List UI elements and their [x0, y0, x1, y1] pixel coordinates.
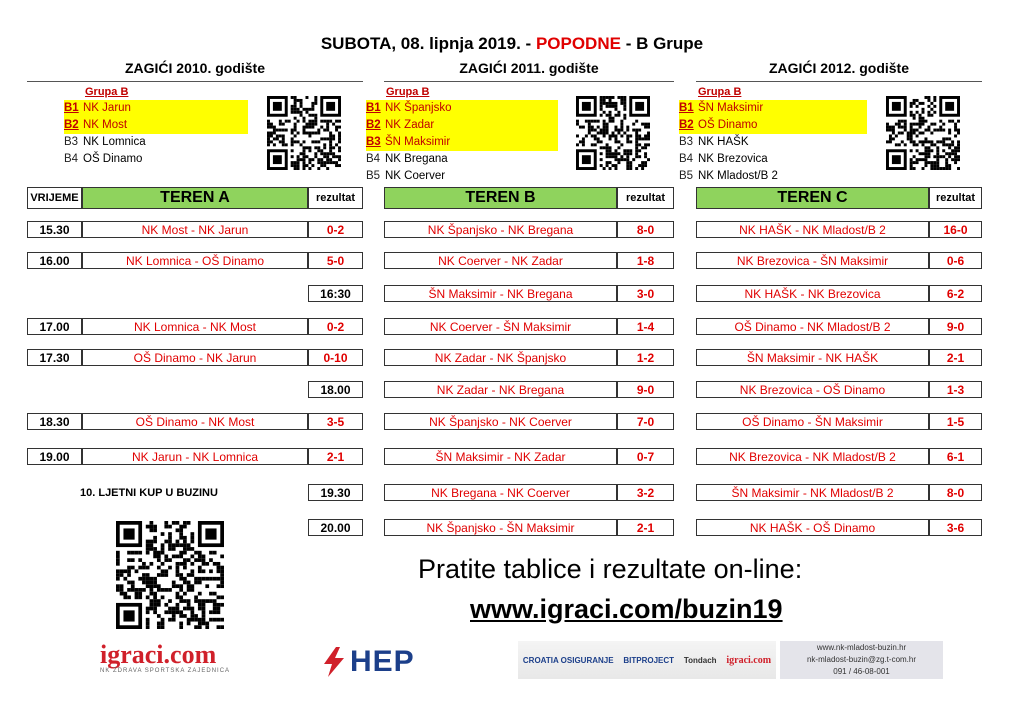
header-vrijeme: VRIJEME	[27, 187, 82, 209]
column-2010	[27, 60, 363, 192]
team-b5: B5 NK Coerver	[366, 170, 446, 182]
igraci-logo: igraci.com	[100, 640, 217, 669]
match-c-cell: NK HAŠK - OŠ Dinamo	[696, 519, 929, 536]
header-rezultat-c: rezultat	[929, 187, 982, 209]
match-b-cell: NK Zadar - NK Španjsko	[384, 349, 617, 366]
score-c-cell: 3-6	[929, 519, 982, 536]
match-c-cell: NK Brezovica - OŠ Dinamo	[696, 381, 929, 398]
time-cell: 20.00	[308, 519, 363, 536]
sponsor-strip	[518, 641, 776, 679]
column-heading: ZAGIĆI 2012. godište	[696, 60, 982, 82]
score-c-cell: 6-1	[929, 448, 982, 465]
group-box	[366, 82, 674, 192]
score-c-cell: 0-6	[929, 252, 982, 269]
hep-logo: HEP	[322, 645, 415, 679]
column-2012	[679, 60, 982, 192]
group-title: Grupa B	[698, 86, 742, 98]
time-cell: 15.30	[27, 221, 82, 238]
header-rezultat-a: rezultat	[308, 187, 363, 209]
qr-code-large-icon	[100, 521, 240, 629]
match-b-cell: NK Bregana - NK Coerver	[384, 484, 617, 501]
sponsor-igraci: igraci.com	[726, 654, 772, 666]
score-c-cell: 8-0	[929, 484, 982, 501]
contact-email[interactable]: nk-mladost-buzin@zg.t-com.hr	[806, 655, 917, 664]
header-teren-c: TEREN C	[696, 187, 929, 209]
contact-website[interactable]: www.nk-mladost-buzin.hr	[816, 643, 907, 652]
team-b1: B1 NK Jarun	[64, 100, 248, 117]
score-b-cell: 8-0	[617, 221, 674, 238]
team-b2: B2 NK Zadar	[366, 117, 558, 134]
score-b-cell: 3-0	[617, 285, 674, 302]
score-c-cell: 1-5	[929, 413, 982, 430]
match-a-cell: NK Lomnica - NK Most	[82, 318, 308, 335]
score-c-cell: 2-1	[929, 349, 982, 366]
group-box	[27, 82, 363, 192]
score-a-cell: 0-2	[308, 221, 363, 238]
match-c-cell: ŠN Maksimir - NK HAŠK	[696, 349, 929, 366]
contact-box	[780, 641, 943, 679]
score-b-cell: 9-0	[617, 381, 674, 398]
score-a-cell: 0-2	[308, 318, 363, 335]
match-a-cell: NK Jarun - NK Lomnica	[82, 448, 308, 465]
match-b-cell: NK Španjsko - ŠN Maksimir	[384, 519, 617, 536]
time-cell: 18.00	[308, 381, 363, 398]
score-a-cell: 5-0	[308, 252, 363, 269]
group-title: Grupa B	[85, 86, 129, 98]
group-title: Grupa B	[386, 86, 430, 98]
match-a-cell: NK Lomnica - OŠ Dinamo	[82, 252, 308, 269]
match-c-cell: OŠ Dinamo - NK Mladost/B 2	[696, 318, 929, 335]
title-group: - B Grupe	[620, 34, 704, 53]
score-c-cell: 6-2	[929, 285, 982, 302]
promo-link[interactable]: www.igraci.com/buzin19	[470, 594, 783, 624]
team-b5: B5 NK Mladost/B 2	[679, 170, 778, 182]
time-cell: 16.00	[27, 252, 82, 269]
sponsor-bitproject: BITPROJECT	[623, 655, 675, 665]
score-a-cell: 2-1	[308, 448, 363, 465]
promo-text: Pratite tablice i rezultate on-line:	[418, 554, 803, 584]
time-cell: 19.00	[27, 448, 82, 465]
score-a-cell: 3-5	[308, 413, 363, 430]
score-b-cell: 7-0	[617, 413, 674, 430]
score-b-cell: 0-7	[617, 448, 674, 465]
match-c-cell: OŠ Dinamo - ŠN Maksimir	[696, 413, 929, 430]
time-cell: 17.30	[27, 349, 82, 366]
time-cell: 18.30	[27, 413, 82, 430]
score-b-cell: 1-4	[617, 318, 674, 335]
match-b-cell: ŠN Maksimir - NK Bregana	[384, 285, 617, 302]
page-title	[0, 34, 1024, 54]
time-cell: 16:30	[308, 285, 363, 302]
team-b4: B4 NK Brezovica	[679, 153, 768, 165]
match-b-cell: NK Španjsko - NK Bregana	[384, 221, 617, 238]
match-b-cell: NK Španjsko - NK Coerver	[384, 413, 617, 430]
header-teren-a: TEREN A	[82, 187, 308, 209]
match-b-cell: ŠN Maksimir - NK Zadar	[384, 448, 617, 465]
match-c-cell: ŠN Maksimir - NK Mladost/B 2	[696, 484, 929, 501]
match-b-cell: NK Coerver - NK Zadar	[384, 252, 617, 269]
column-heading: ZAGIĆI 2010. godište	[27, 60, 363, 82]
igraci-tagline: NK ZDRAVA SPORTSKA ZAJEDNICA	[100, 668, 231, 674]
contact-phone: 091 / 46-08-001	[833, 667, 890, 676]
team-b1: B1 NK Španjsko	[366, 100, 558, 117]
match-b-cell: NK Zadar - NK Bregana	[384, 381, 617, 398]
title-session: POPODNE	[535, 34, 621, 53]
team-b2: B2 NK Most	[64, 117, 248, 134]
team-b2: B2 OŠ Dinamo	[679, 117, 867, 134]
time-cell: 19.30	[308, 484, 363, 501]
match-a-cell: NK Most - NK Jarun	[82, 221, 308, 238]
score-a-cell: 0-10	[308, 349, 363, 366]
sponsor-tondach: Tondach	[683, 655, 717, 665]
score-b-cell: 1-2	[617, 349, 674, 366]
lightning-icon	[322, 647, 346, 677]
team-b3: B3 NK Lomnica	[64, 136, 146, 148]
qr-code-icon	[570, 96, 656, 170]
match-c-cell: NK HAŠK - NK Mladost/B 2	[696, 221, 929, 238]
column-heading: ZAGIĆI 2011. godište	[384, 60, 674, 82]
header-rezultat-b: rezultat	[617, 187, 674, 209]
team-b1: B1 ŠN Maksimir	[679, 100, 867, 117]
column-2011	[366, 60, 674, 192]
match-b-cell: NK Coerver - ŠN Maksimir	[384, 318, 617, 335]
sponsor-croatia: CROATIA OSIGURANJE	[522, 655, 614, 665]
match-c-cell: NK HAŠK - NK Brezovica	[696, 285, 929, 302]
team-b3: B3 ŠN Maksimir	[366, 134, 558, 151]
team-b3: B3 NK HAŠK	[679, 136, 749, 148]
time-cell: 17.00	[27, 318, 82, 335]
match-a-cell: OŠ Dinamo - NK Jarun	[82, 349, 308, 366]
score-b-cell: 1-8	[617, 252, 674, 269]
score-b-cell: 2-1	[617, 519, 674, 536]
match-c-cell: NK Brezovica - NK Mladost/B 2	[696, 448, 929, 465]
cup-label: 10. LJETNI KUP U BUZINU	[80, 487, 218, 499]
score-c-cell: 16-0	[929, 221, 982, 238]
match-a-cell: OŠ Dinamo - NK Most	[82, 413, 308, 430]
title-date: SUBOTA, 08. lipnja 2019. -	[320, 34, 536, 53]
header-teren-b: TEREN B	[384, 187, 617, 209]
match-c-cell: NK Brezovica - ŠN Maksimir	[696, 252, 929, 269]
qr-code-icon	[880, 96, 966, 170]
score-c-cell: 1-3	[929, 381, 982, 398]
qr-code-icon	[261, 96, 347, 170]
score-b-cell: 3-2	[617, 484, 674, 501]
team-b4: B4 OŠ Dinamo	[64, 153, 143, 165]
team-b4: B4 NK Bregana	[366, 153, 448, 165]
score-c-cell: 9-0	[929, 318, 982, 335]
group-box	[679, 82, 982, 192]
